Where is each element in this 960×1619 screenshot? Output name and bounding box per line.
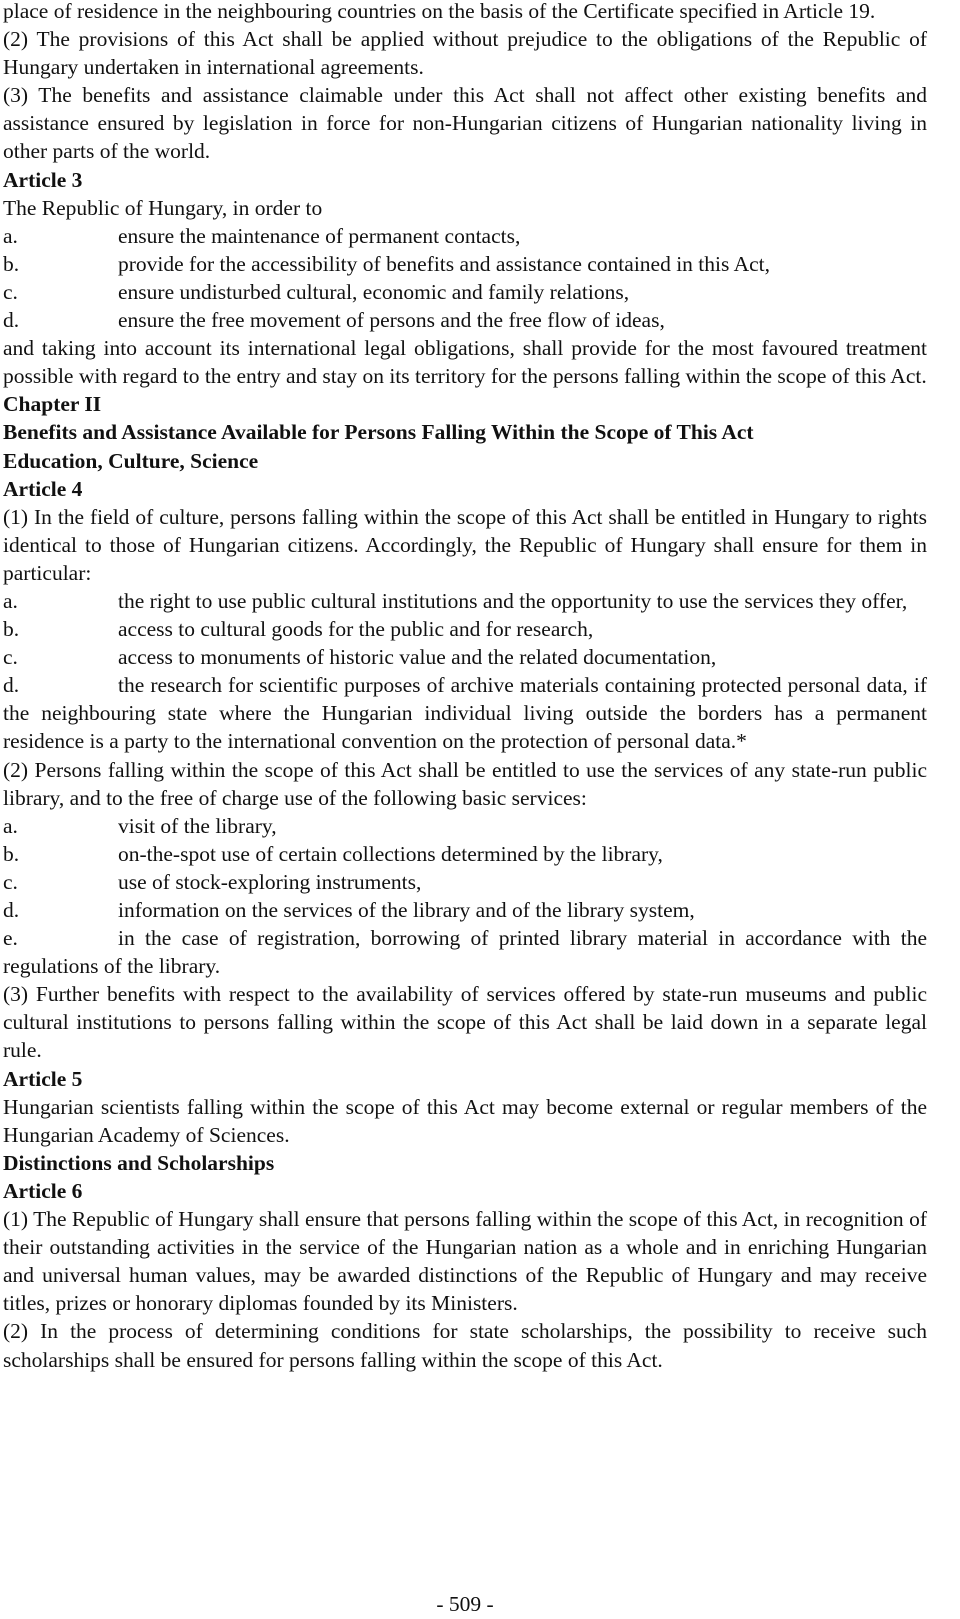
list-item-marker: b. (3, 841, 20, 866)
list-item (3, 671, 927, 755)
paragraph: Hungarian scientists falling within the scope of this Act may become external or regular members of the Hungarian Academy of Sciences. (3, 1094, 927, 1147)
list-item-text: information on the services of the library and of the library system, (118, 898, 695, 922)
list-item (3, 868, 927, 896)
list-item-marker: a. (3, 223, 18, 248)
list-item (3, 643, 927, 671)
list-item-text: access to monuments of historic value and the related documentation, (118, 645, 717, 670)
list-item-text: on-the-spot use of certain collections determined by the library, (118, 841, 663, 866)
section-heading: Article 4 (3, 476, 83, 501)
list-item (3, 250, 927, 278)
section-heading: Chapter II (3, 392, 102, 417)
list-item-marker: e. (3, 926, 18, 951)
paragraph: (1) The Republic of Hungary shall ensure that persons falling within the scope of this Act, in recognition of their outstanding activities in the service of the Hungarian nation as a whole and in enriching Hungarian and universal human values, may be awarded distinctions of the Republic of Hungary and may receive titles, prizes or honorary diplomas founded by its Ministers. (3, 1207, 927, 1316)
paragraph: (1) In the field of culture, persons falling within the scope of this Act shall be entitled in Hungary to rights identical to those of Hungarian citizens. Accordingly, the Republic of Hungary shall ensure for them in particular: (3, 504, 927, 585)
list-item (3, 924, 927, 980)
list-item (3, 278, 927, 306)
paragraph: (3) The benefits and assistance claimable under this Act shall not affect other existing benefits and assistance ensured by legislation in force for non-Hungarian citizens of Hungarian nationality living in other parts of the world. (3, 83, 927, 164)
section-heading: Benefits and Assistance Available for Persons Falling Within the Scope of This Act (3, 420, 754, 445)
document-body (3, 0, 927, 1374)
list-item-text: ensure undisturbed cultural, economic and family relations, (118, 279, 630, 304)
paragraph: (2) Persons falling within the scope of this Act shall be entitled to use the services of any state-run public library, and to the free of charge use of the following basic services: (3, 757, 927, 810)
paragraph: (3) Further benefits with respect to the availability of services offered by state-run museums and public cultural institutions to persons falling within the scope of this Act shall be laid down in a separate legal rule. (3, 982, 927, 1063)
list-item-text: ensure the free movement of persons and the free flow of ideas, (118, 308, 665, 333)
list-item-text: the right to use public cultural institutions and the opportunity to use the services they offer, (118, 588, 908, 613)
list-item-marker: b. (3, 251, 20, 276)
list-item-marker: a. (3, 588, 18, 613)
list-item-marker: d. (3, 898, 20, 922)
section-heading: Article 6 (3, 1178, 83, 1203)
list-item-text: use of stock-exploring instruments, (118, 869, 422, 894)
list-item-text: in the case of registration, borrowing of printed library material in accordance with the regulations of the library. (3, 926, 927, 979)
list-item-marker: b. (3, 617, 20, 642)
section-heading: Education, Culture, Science (3, 448, 259, 473)
list-item-marker: c. (3, 645, 18, 670)
list-item (3, 587, 927, 615)
list-item-marker: c. (3, 869, 18, 894)
paragraph: and taking into account its international legal obligations, shall provide for the most favoured treatment possible with regard to the entry and stay on its territory for the persons falling within the scope of this Act. (3, 336, 927, 389)
list-item (3, 896, 927, 924)
paragraph: (2) The provisions of this Act shall be applied without prejudice to the obligations of the Republic of Hungary undertaken in international agreements. (3, 27, 927, 80)
list-item (3, 306, 927, 334)
list-item-marker: d. (3, 308, 20, 333)
list-item (3, 615, 927, 643)
list-item (3, 222, 927, 250)
list-item-text: ensure the maintenance of permanent contacts, (118, 223, 521, 248)
list-item-marker: a. (3, 813, 18, 838)
page-number: - 509 - (436, 1592, 494, 1616)
list-item-text: provide for the accessibility of benefits and assistance contained in this Act, (118, 251, 770, 276)
paragraph: (2) In the process of determining conditions for state scholarships, the possibility to receive such scholarships shall be ensured for persons falling within the scope of this Act. (3, 1319, 927, 1372)
list-item (3, 840, 927, 868)
list-item-marker: d. (3, 673, 20, 698)
section-heading: Article 5 (3, 1066, 83, 1091)
list-item-text: visit of the library, (118, 813, 277, 838)
list-item-text: access to cultural goods for the public and for research, (118, 617, 594, 642)
list-item-marker: c. (3, 279, 18, 304)
section-heading: Article 3 (3, 167, 83, 192)
section-heading: Distinctions and Scholarships (3, 1150, 275, 1175)
list-item-text: the research for scientific purposes of archive materials containing protected personal data, if the neighbouring state where the Hungarian individual living outside the borders has a permanent residence is a party to the international convention on the protection of personal data.* (3, 673, 927, 754)
list-item (3, 812, 927, 840)
paragraph: The Republic of Hungary, in order to (3, 195, 323, 220)
paragraph: place of residence in the neighbouring countries on the basis of the Certificate specified in Article 19. (3, 0, 876, 23)
